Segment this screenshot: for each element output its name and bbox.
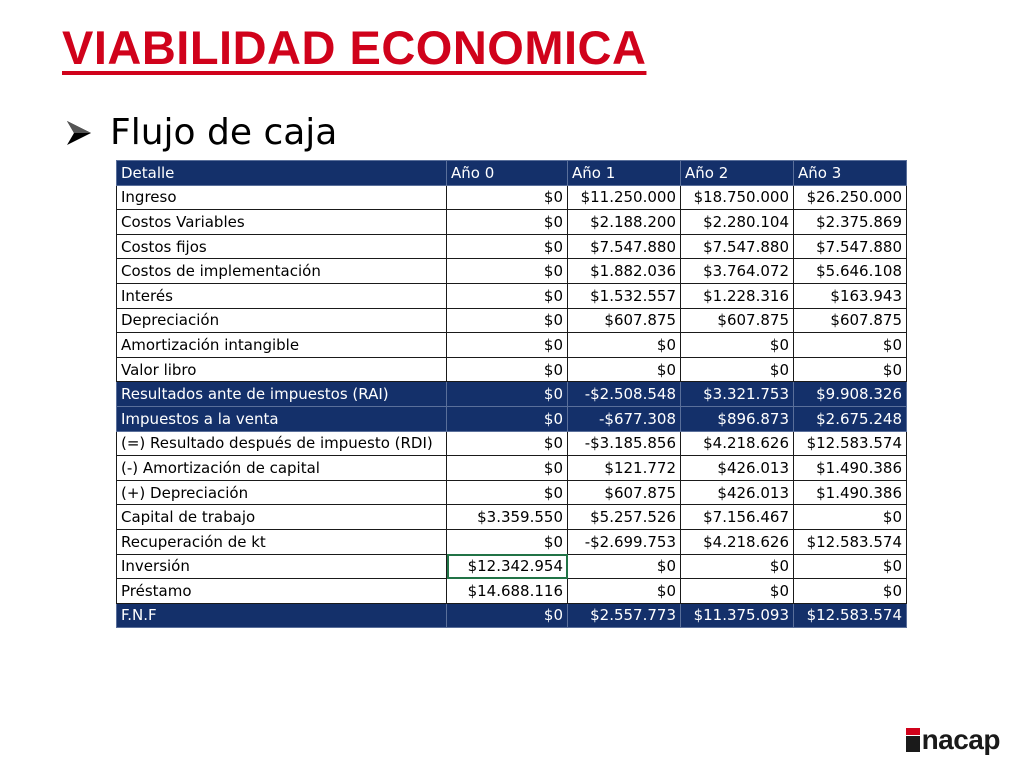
row-label[interactable]: (-) Amortización de capital (117, 456, 447, 481)
column-header: Año 1 (568, 161, 681, 186)
table-cell[interactable]: $2.280.104 (681, 210, 794, 235)
column-header: Año 2 (681, 161, 794, 186)
row-label[interactable]: F.N.F (117, 603, 447, 628)
table-cell[interactable]: $3.764.072 (681, 259, 794, 284)
table-row (117, 554, 907, 579)
row-label[interactable]: Depreciación (117, 308, 447, 333)
inacap-logo (906, 724, 1000, 756)
table-row (117, 431, 907, 456)
table-cell[interactable]: $0 (447, 480, 568, 505)
table-cell[interactable]: $12.583.574 (794, 431, 907, 456)
table-cell[interactable]: $0 (794, 579, 907, 604)
table-cell[interactable]: $0 (447, 382, 568, 407)
table-row (117, 357, 907, 382)
table-cell[interactable]: $0 (568, 554, 681, 579)
logo-i-mark-icon (906, 728, 920, 752)
table-cell[interactable]: $0 (568, 579, 681, 604)
row-label[interactable]: Préstamo (117, 579, 447, 604)
table-cell[interactable]: $0 (447, 283, 568, 308)
row-label[interactable]: Inversión (117, 554, 447, 579)
table-cell[interactable]: $0 (447, 210, 568, 235)
table-row (117, 480, 907, 505)
table-cell[interactable]: $2.375.869 (794, 210, 907, 235)
table-row (117, 210, 907, 235)
table-cell[interactable]: $1.228.316 (681, 283, 794, 308)
table-cell[interactable]: $0 (447, 603, 568, 628)
column-header: Año 3 (794, 161, 907, 186)
row-label[interactable]: (=) Resultado después de impuesto (RDI) (117, 431, 447, 456)
column-header: Detalle (117, 161, 447, 186)
table-cell[interactable]: $0 (447, 529, 568, 554)
table-cell[interactable]: $1.532.557 (568, 283, 681, 308)
table-cell[interactable]: $7.547.880 (794, 234, 907, 259)
table-cell[interactable]: $9.908.326 (794, 382, 907, 407)
table-cell[interactable]: -$2.508.548 (568, 382, 681, 407)
row-label[interactable]: Ingreso (117, 185, 447, 210)
row-label[interactable]: Resultados ante de impuestos (RAI) (117, 382, 447, 407)
row-label[interactable]: Costos de implementación (117, 259, 447, 284)
column-header: Año 0 (447, 161, 568, 186)
table-cell[interactable]: $607.875 (681, 308, 794, 333)
table-row (117, 579, 907, 604)
table-cell[interactable]: $7.547.880 (568, 234, 681, 259)
table-cell[interactable]: $14.688.116 (447, 579, 568, 604)
table-cell[interactable]: $163.943 (794, 283, 907, 308)
arrow-bullet-icon (64, 118, 94, 148)
table-cell[interactable]: $3.321.753 (681, 382, 794, 407)
table-cell[interactable]: $0 (447, 406, 568, 431)
table-cell[interactable]: $26.250.000 (794, 185, 907, 210)
table-cell[interactable]: $11.250.000 (568, 185, 681, 210)
row-label[interactable]: Capital de trabajo (117, 505, 447, 530)
table-cell[interactable]: $7.156.467 (681, 505, 794, 530)
table-cell[interactable]: $0 (447, 185, 568, 210)
row-label[interactable]: Amortización intangible (117, 333, 447, 358)
table-cell[interactable]: $2.557.773 (568, 603, 681, 628)
table-cell[interactable]: $0 (447, 333, 568, 358)
table-cell[interactable]: $0 (794, 357, 907, 382)
table-cell[interactable]: $18.750.000 (681, 185, 794, 210)
table-cell[interactable]: $121.772 (568, 456, 681, 481)
row-label[interactable]: Costos Variables (117, 210, 447, 235)
table-body (117, 185, 907, 628)
table-row (117, 259, 907, 284)
table-cell[interactable]: $4.218.626 (681, 529, 794, 554)
table-cell[interactable]: $0 (447, 308, 568, 333)
table-cell[interactable]: $0 (794, 333, 907, 358)
table-cell[interactable]: $896.873 (681, 406, 794, 431)
table-cell[interactable]: $426.013 (681, 456, 794, 481)
bullet-item (64, 112, 337, 153)
table-cell[interactable]: $0 (447, 431, 568, 456)
row-label[interactable]: (+) Depreciación (117, 480, 447, 505)
table-row (117, 603, 907, 628)
table-row (117, 185, 907, 210)
table-cell[interactable]: $0 (447, 456, 568, 481)
table-cell[interactable]: -$3.185.856 (568, 431, 681, 456)
table-cell[interactable]: -$677.308 (568, 406, 681, 431)
table-cell[interactable]: $0 (794, 505, 907, 530)
table-cell[interactable]: $0 (568, 333, 681, 358)
table-cell[interactable]: $0 (681, 333, 794, 358)
table-cell[interactable]: $11.375.093 (681, 603, 794, 628)
table-cell[interactable]: $3.359.550 (447, 505, 568, 530)
table-row (117, 333, 907, 358)
table-cell[interactable]: $12.583.574 (794, 529, 907, 554)
logo-text: nacap (921, 724, 1000, 755)
table-cell[interactable]: -$2.699.753 (568, 529, 681, 554)
table-cell[interactable]: $7.547.880 (681, 234, 794, 259)
table-cell[interactable]: $0 (681, 357, 794, 382)
row-label[interactable]: Impuestos a la venta (117, 406, 447, 431)
table-cell[interactable]: $0 (447, 259, 568, 284)
table-cell[interactable]: $607.875 (794, 308, 907, 333)
table-row (117, 283, 907, 308)
table-cell[interactable]: $0 (447, 234, 568, 259)
table-cell[interactable]: $0 (794, 554, 907, 579)
table-cell[interactable]: $12.583.574 (794, 603, 907, 628)
bullet-text: Flujo de caja (110, 112, 338, 153)
table-row (117, 529, 907, 554)
table-cell[interactable]: $4.218.626 (681, 431, 794, 456)
table-cell[interactable]: $5.257.526 (568, 505, 681, 530)
row-label[interactable]: Recuperación de kt (117, 529, 447, 554)
table-cell[interactable]: $0 (447, 357, 568, 382)
row-label[interactable]: Valor libro (117, 357, 447, 382)
table-cell[interactable]: $2.188.200 (568, 210, 681, 235)
table-cell[interactable]: $2.675.248 (794, 406, 907, 431)
table-cell[interactable]: $1.490.386 (794, 480, 907, 505)
table-cell[interactable]: $12.342.954 (447, 554, 568, 579)
table-cell[interactable]: $0 (681, 554, 794, 579)
table-row (117, 308, 907, 333)
table-row (117, 505, 907, 530)
slide-title: VIABILIDAD ECONOMICA (62, 21, 647, 74)
table-cell[interactable]: $607.875 (568, 480, 681, 505)
table-cell[interactable]: $0 (568, 357, 681, 382)
table-header-row (117, 161, 907, 186)
row-label[interactable]: Costos fijos (117, 234, 447, 259)
row-label[interactable]: Interés (117, 283, 447, 308)
cash-flow-table (116, 160, 907, 628)
table-row (117, 406, 907, 431)
table-cell[interactable]: $426.013 (681, 480, 794, 505)
table-cell[interactable]: $607.875 (568, 308, 681, 333)
table-cell[interactable]: $1.882.036 (568, 259, 681, 284)
table-row (117, 234, 907, 259)
table-cell[interactable]: $5.646.108 (794, 259, 907, 284)
table-cell[interactable]: $0 (681, 579, 794, 604)
table-cell[interactable]: $1.490.386 (794, 456, 907, 481)
table-row (117, 382, 907, 407)
table-row (117, 456, 907, 481)
